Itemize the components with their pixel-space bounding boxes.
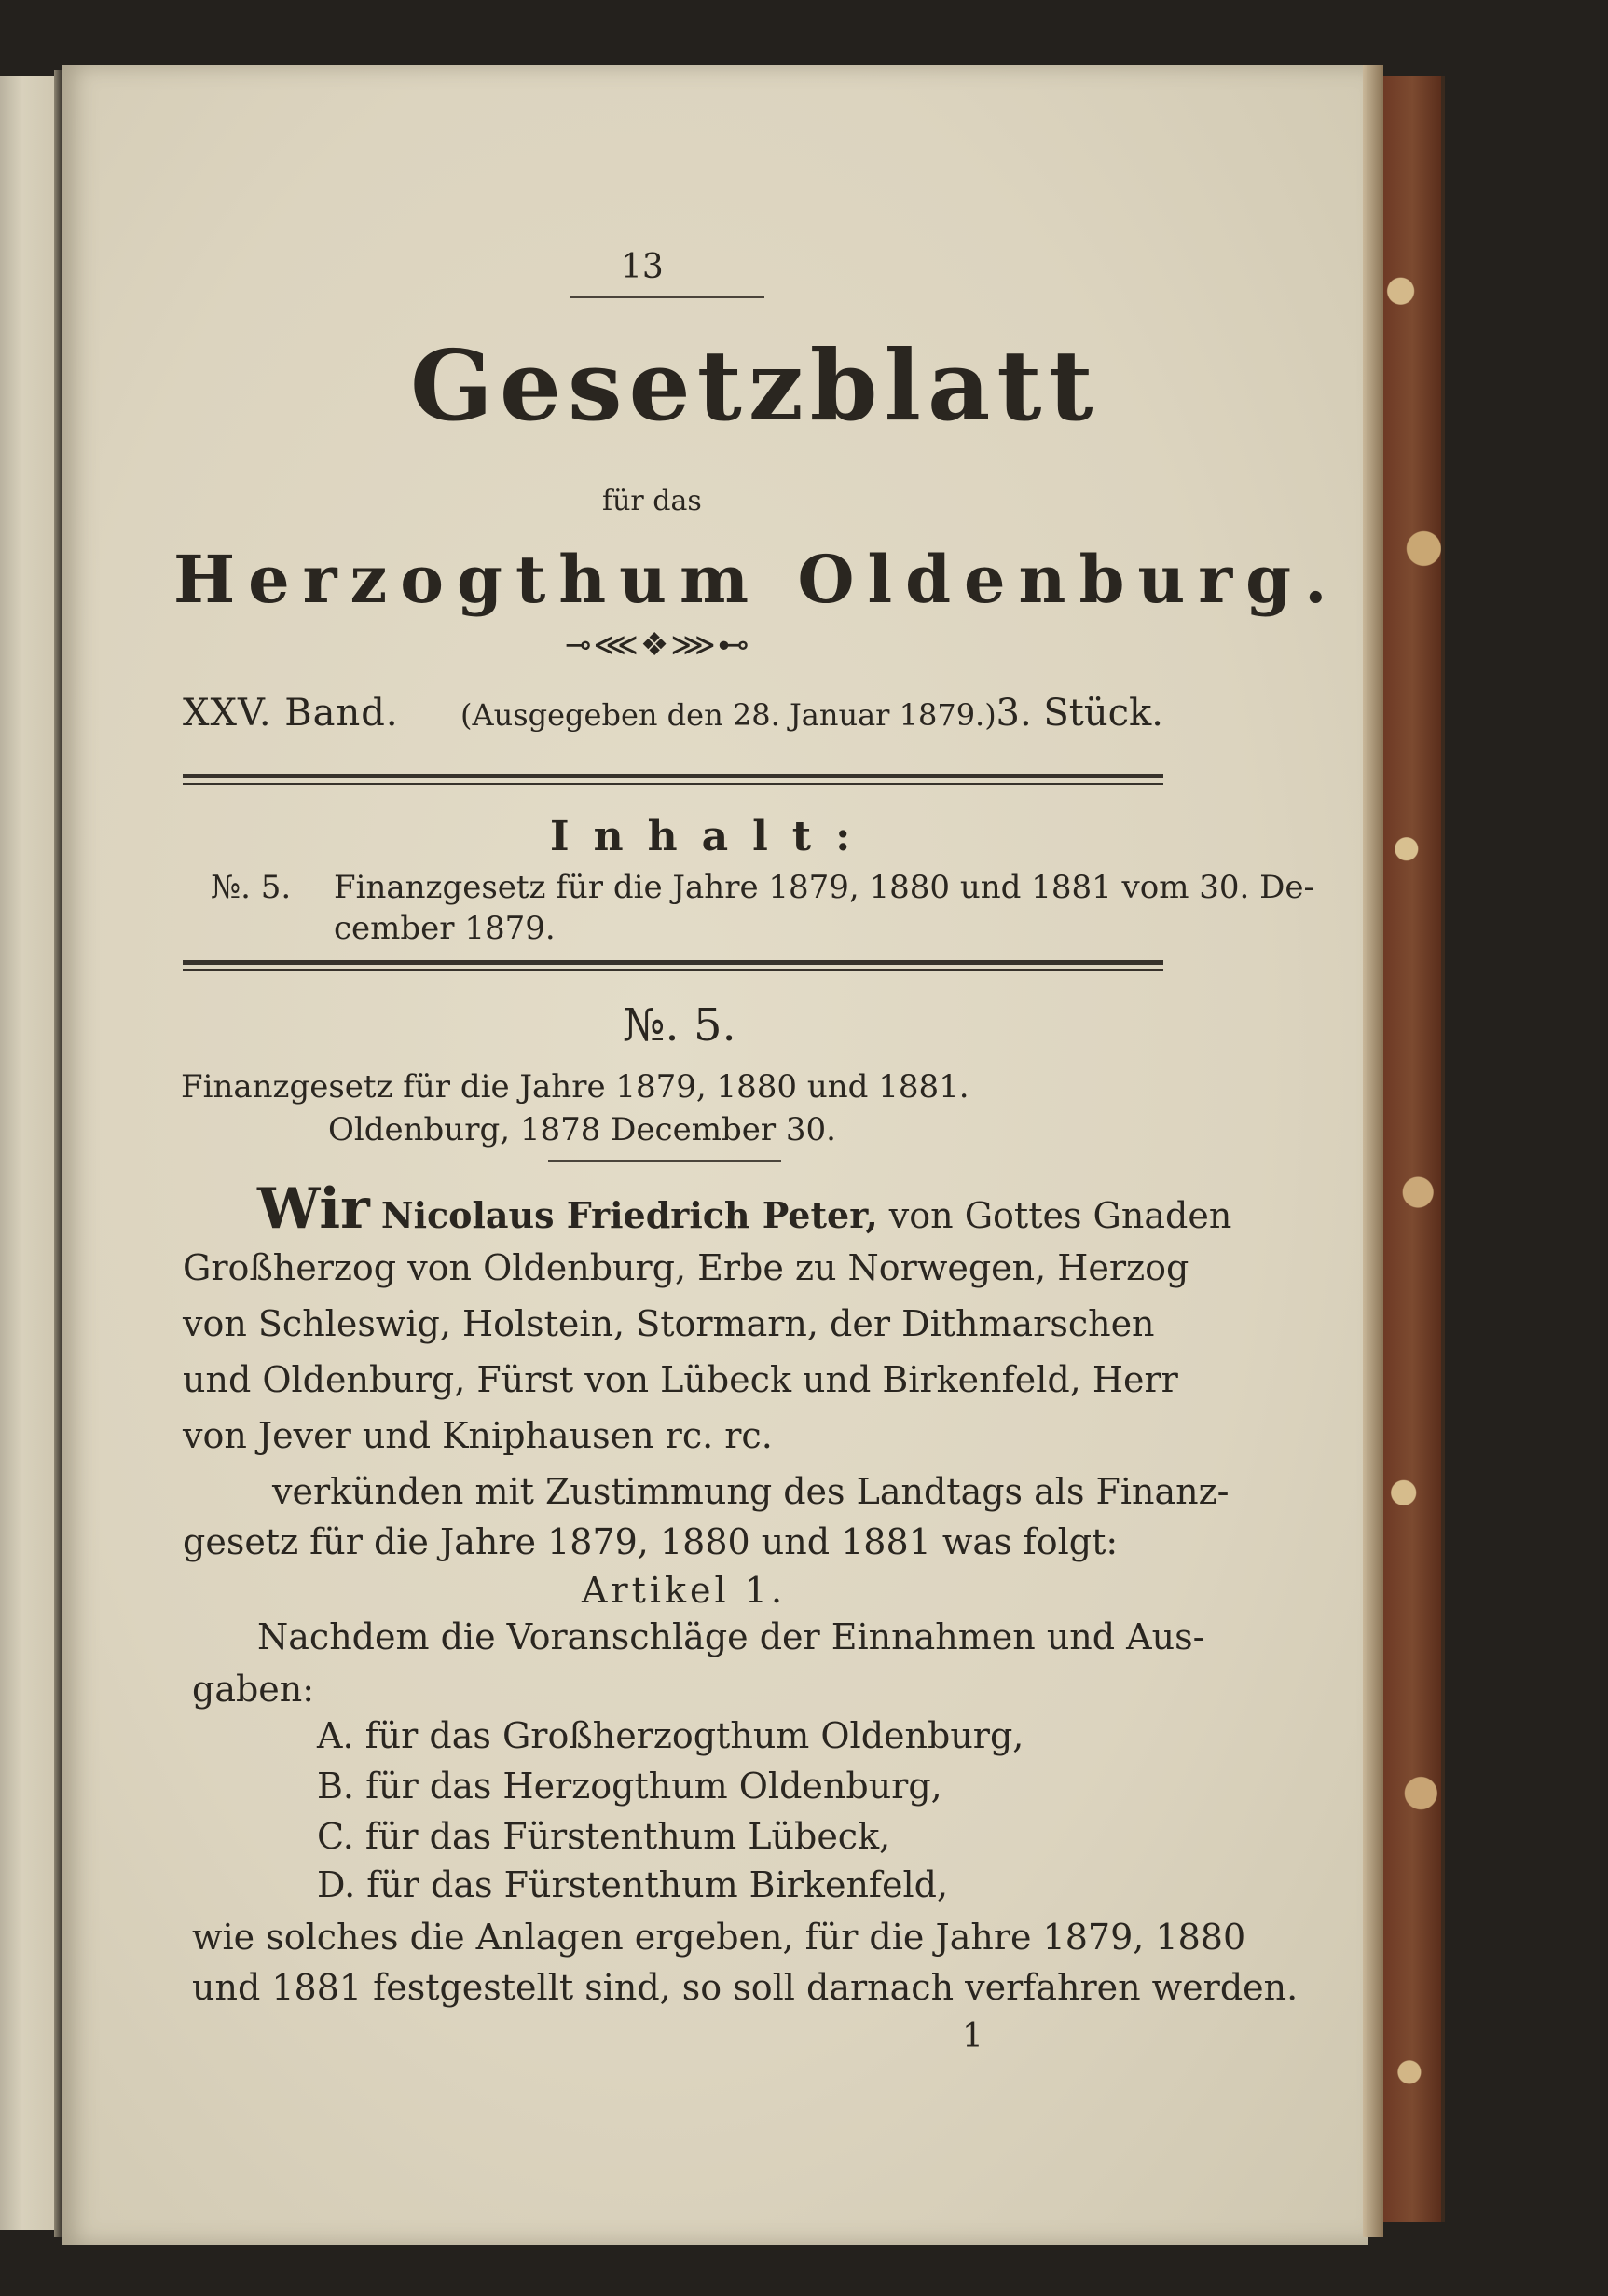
contents-heading: Inhalt: xyxy=(550,813,875,860)
article-line-2: gaben: xyxy=(192,1669,315,1710)
masthead-state: Herzogthum Oldenburg. xyxy=(173,541,1340,618)
contents-item-text-cont: cember 1879. xyxy=(334,910,556,947)
article-closing-2: und 1881 festgestellt sind, so soll darnach verfahren werden. xyxy=(192,1967,1299,2008)
law-place-date: Oldenburg, 1878 December 30. xyxy=(328,1111,836,1148)
sovereign-name: Nicolaus Friedrich Peter, xyxy=(380,1194,878,1236)
contents-item-text: Finanzgesetz für die Jahre 1879, 1880 und 1881 vom 30. De- xyxy=(334,869,1315,906)
issue-number: 3. Stück. xyxy=(996,692,1163,735)
masthead-title: Gesetzblatt xyxy=(410,328,1100,443)
marbled-cover xyxy=(1383,76,1445,2222)
page-number-rule xyxy=(570,296,764,298)
preamble-line-6: verkünden mit Zustimmung des Landtags als Finanz- xyxy=(272,1471,1230,1512)
contents-item-number: №. 5. xyxy=(211,869,292,906)
law-number: №. 5. xyxy=(623,999,736,1052)
issue-line xyxy=(183,692,1163,738)
article-item-d: D. für das Fürstenthum Birkenfeld, xyxy=(317,1864,949,1905)
preamble-we: Wir xyxy=(257,1176,370,1242)
article-closing-1: wie solches die Anlagen ergeben, für die Jahre 1879, 1880 xyxy=(192,1917,1246,1958)
facing-page-edge xyxy=(0,76,56,2230)
issue-date: (Ausgegeben den 28. Januar 1879.) xyxy=(460,697,996,733)
preamble-line-1 xyxy=(257,1176,1231,1242)
preamble-line-1-rest: von Gottes Gnaden xyxy=(888,1195,1232,1236)
article-heading: Artikel 1. xyxy=(582,1570,787,1611)
article-item-c: C. für das Fürstenthum Lübeck, xyxy=(317,1816,891,1857)
page-number: 13 xyxy=(621,248,664,286)
preamble-line-4: und Oldenburg, Fürst von Lübeck und Birkenfeld, Herr xyxy=(183,1359,1178,1400)
ornament-flourish: ⊸⋘❖⋙⊷ xyxy=(565,626,751,664)
article-line-1: Nachdem die Voranschläge der Einnahmen und Aus- xyxy=(257,1616,1205,1657)
page-stack-edge xyxy=(1363,65,1383,2237)
masthead-subtitle: für das xyxy=(602,485,702,517)
preamble-line-2: Großherzog von Oldenburg, Erbe zu Norwegen, Herzog xyxy=(183,1247,1189,1288)
contents-double-rule xyxy=(183,960,1163,971)
preamble-line-5: von Jever und Kniphausen rc. rc. xyxy=(183,1415,773,1456)
law-header-rule xyxy=(548,1160,781,1162)
header-double-rule xyxy=(183,774,1163,785)
volume-label: XXV. Band. xyxy=(183,692,399,735)
preamble-line-7: gesetz für die Jahre 1879, 1880 und 1881 was folgt: xyxy=(183,1521,1119,1562)
preamble-line-3: von Schleswig, Holstein, Stormarn, der Dithmarschen xyxy=(183,1303,1155,1344)
sheet-signature: 1 xyxy=(962,2017,983,2055)
law-title: Finanzgesetz für die Jahre 1879, 1880 und 1881. xyxy=(181,1068,969,1106)
article-item-a: A. für das Großherzogthum Oldenburg, xyxy=(317,1715,1024,1756)
article-item-b: B. für das Herzogthum Oldenburg, xyxy=(317,1766,942,1807)
